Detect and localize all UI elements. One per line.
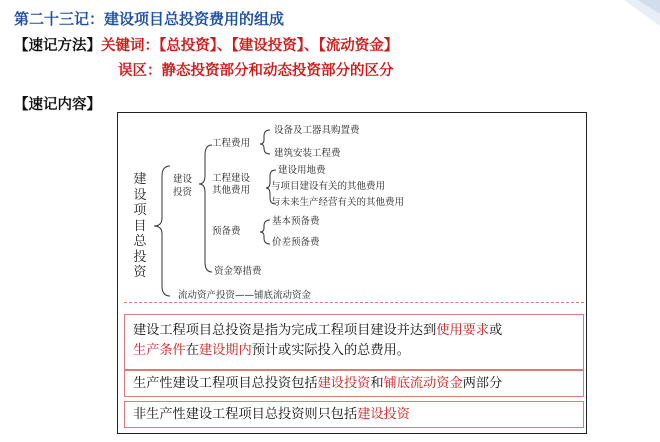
land-fee-label: 建设用地费 — [278, 165, 326, 176]
note2-highlight-working-capital: 铺底流动资金 — [383, 376, 463, 391]
misconception-prefix: 误区： — [118, 63, 162, 79]
misconception-line — [118, 59, 394, 80]
corner-decoration — [616, 0, 660, 26]
working-capital-label: 流动资产投资——铺底流动资金 — [178, 290, 312, 301]
note1-text-e: 在 — [185, 343, 199, 358]
note1-highlight-period: 建设期内 — [198, 343, 252, 358]
other-fee-label-line1: 工程建设 — [212, 173, 251, 184]
content-label: 【速记内容】 — [14, 97, 101, 113]
engineering-fee-label: 工程费用 — [212, 138, 251, 149]
note-productive-project — [124, 370, 584, 397]
method-line — [14, 34, 398, 55]
note-nonproductive-project — [124, 401, 584, 428]
keyword-1: 【总投资】 — [159, 38, 217, 54]
note1-highlight-usage: 使用要求 — [436, 323, 490, 338]
note1-text-c: 或 — [489, 323, 503, 338]
keyword-sep-1: 、 — [217, 38, 232, 54]
price-reserve-label: 价差预备费 — [272, 237, 320, 248]
keyword-sep-2: 、 — [304, 38, 319, 54]
note1-text-g: 预计或实际投入的总费用。 — [251, 343, 410, 358]
construction-investment-label: 建设投资 — [173, 174, 193, 198]
divider — [124, 302, 584, 303]
keyword-prefix: 关键词： — [101, 38, 159, 54]
future-ops-fee-label: 与未来生产经营有关的其他费用 — [271, 197, 405, 208]
keyword-3: 【流动资金】 — [318, 38, 399, 54]
note2-text-c: 和 — [370, 376, 384, 391]
page-title: 第二十三记：建设项目总投资费用的组成 — [14, 10, 285, 28]
tree-root-label: 建设项目总投资 — [133, 172, 147, 280]
installation-fee-label: 建筑安装工程费 — [274, 148, 341, 159]
method-label: 【速记方法】 — [14, 38, 101, 54]
financing-fee-label: 资金筹措费 — [214, 266, 262, 277]
note2-text-a: 生产性建设工程项目总投资包括 — [133, 376, 318, 391]
note2-text-e: 两部分 — [462, 376, 503, 391]
note3-text-a: 非生产性建设工程项目总投资则只包括 — [133, 407, 358, 422]
note-total-investment — [124, 314, 584, 370]
basic-reserve-label: 基本预备费 — [272, 216, 320, 227]
note1-highlight-production: 生产条件 — [133, 343, 186, 358]
other-fee-label-line2: 其他费用 — [212, 185, 251, 196]
reserve-fee-label: 预备费 — [212, 226, 241, 237]
equipment-fee-label: 设备及工器具购置费 — [274, 125, 360, 136]
note1-text-a: 建设工程项目总投资是指为完成工程项目建设并达到 — [133, 323, 437, 338]
note3-highlight-construction: 建设投资 — [357, 407, 410, 422]
construction-investment-label-part1 — [173, 173, 195, 199]
misconception-text: 静态投资部分和动态投资部分的区分 — [161, 63, 394, 79]
project-related-fee-label: 与项目建设有关的其他费用 — [271, 181, 386, 192]
note2-highlight-construction: 建设投资 — [317, 376, 371, 391]
keyword-2: 【建设投资】 — [231, 38, 304, 54]
